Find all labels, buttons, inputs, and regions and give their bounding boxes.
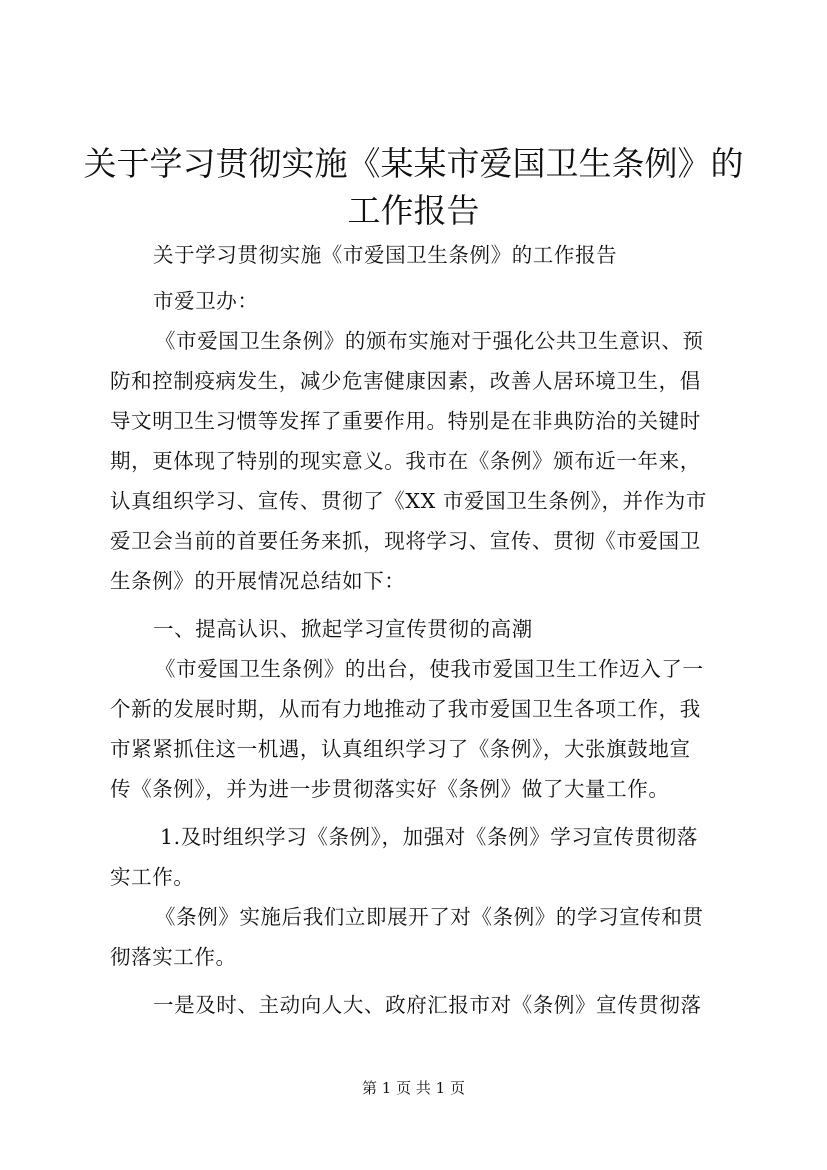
paragraph-line: 市紧紧抓住这一机遇，认真组织学习了《条例》，大张旗鼓地宣 [110,737,691,761]
subsection-heading-cont: 实工作。 [110,865,195,889]
paragraph-line: 《市爱国卫生条例》的出台，使我市爱国卫生工作迈入了一 [155,657,704,681]
paragraph-line: 《条例》实施后我们立即展开了对《条例》的学习宣传和贯 [155,905,704,929]
paragraph-line: 防和控制疫病发生，减少危害健康因素，改善人居环境卫生，倡 [110,369,701,393]
paragraph-line: 认真组织学习、宣传、贯彻了《XX 市爱国卫生条例》，并作为市 [110,489,707,513]
paragraph-line: 《市爱国卫生条例》的颁布实施对于强化公共卫生意识、预 [155,329,704,353]
subtitle-line: 关于学习贯彻实施《市爱国卫生条例》的工作报告 [153,243,618,267]
title-line-2: 工作报告 [347,191,480,230]
page-footer: 第 1 页 共 1 页 [362,1079,465,1097]
document-title [0,140,827,234]
subsection-heading: 1.及时组织学习《条例》，加强对《条例》学习宣传贯彻落 [160,825,699,849]
title-line-1: 关于学习贯彻实施《某某市爱国卫生条例》的 [83,144,744,183]
paragraph-line: 期，更体现了特别的现实意义。我市在《条例》颁布近一年来， [110,449,701,473]
paragraph-line: 个新的发展时期，从而有力地推动了我市爱国卫生各项工作，我 [110,697,701,721]
paragraph-line: 导文明卫生习惯等发挥了重要作用。特别是在非典防治的关键时 [110,409,701,433]
paragraph-line: 一是及时、主动向人大、政府汇报市对《条例》宣传贯彻落 [153,993,702,1017]
section-heading: 一、提高认识、掀起学习宣传贯彻的高潮 [153,617,533,641]
paragraph-line: 彻落实工作。 [110,945,237,969]
salutation-line: 市爱卫办： [153,289,259,313]
paragraph-line: 传《条例》，并为进一步贯彻落实好《条例》做了大量工作。 [110,777,670,801]
paragraph-line: 爱卫会当前的首要任务来抓，现将学习、宣传、贯彻《市爱国卫 [110,529,701,553]
paragraph-line: 生条例》的开展情况总结如下： [110,569,406,593]
